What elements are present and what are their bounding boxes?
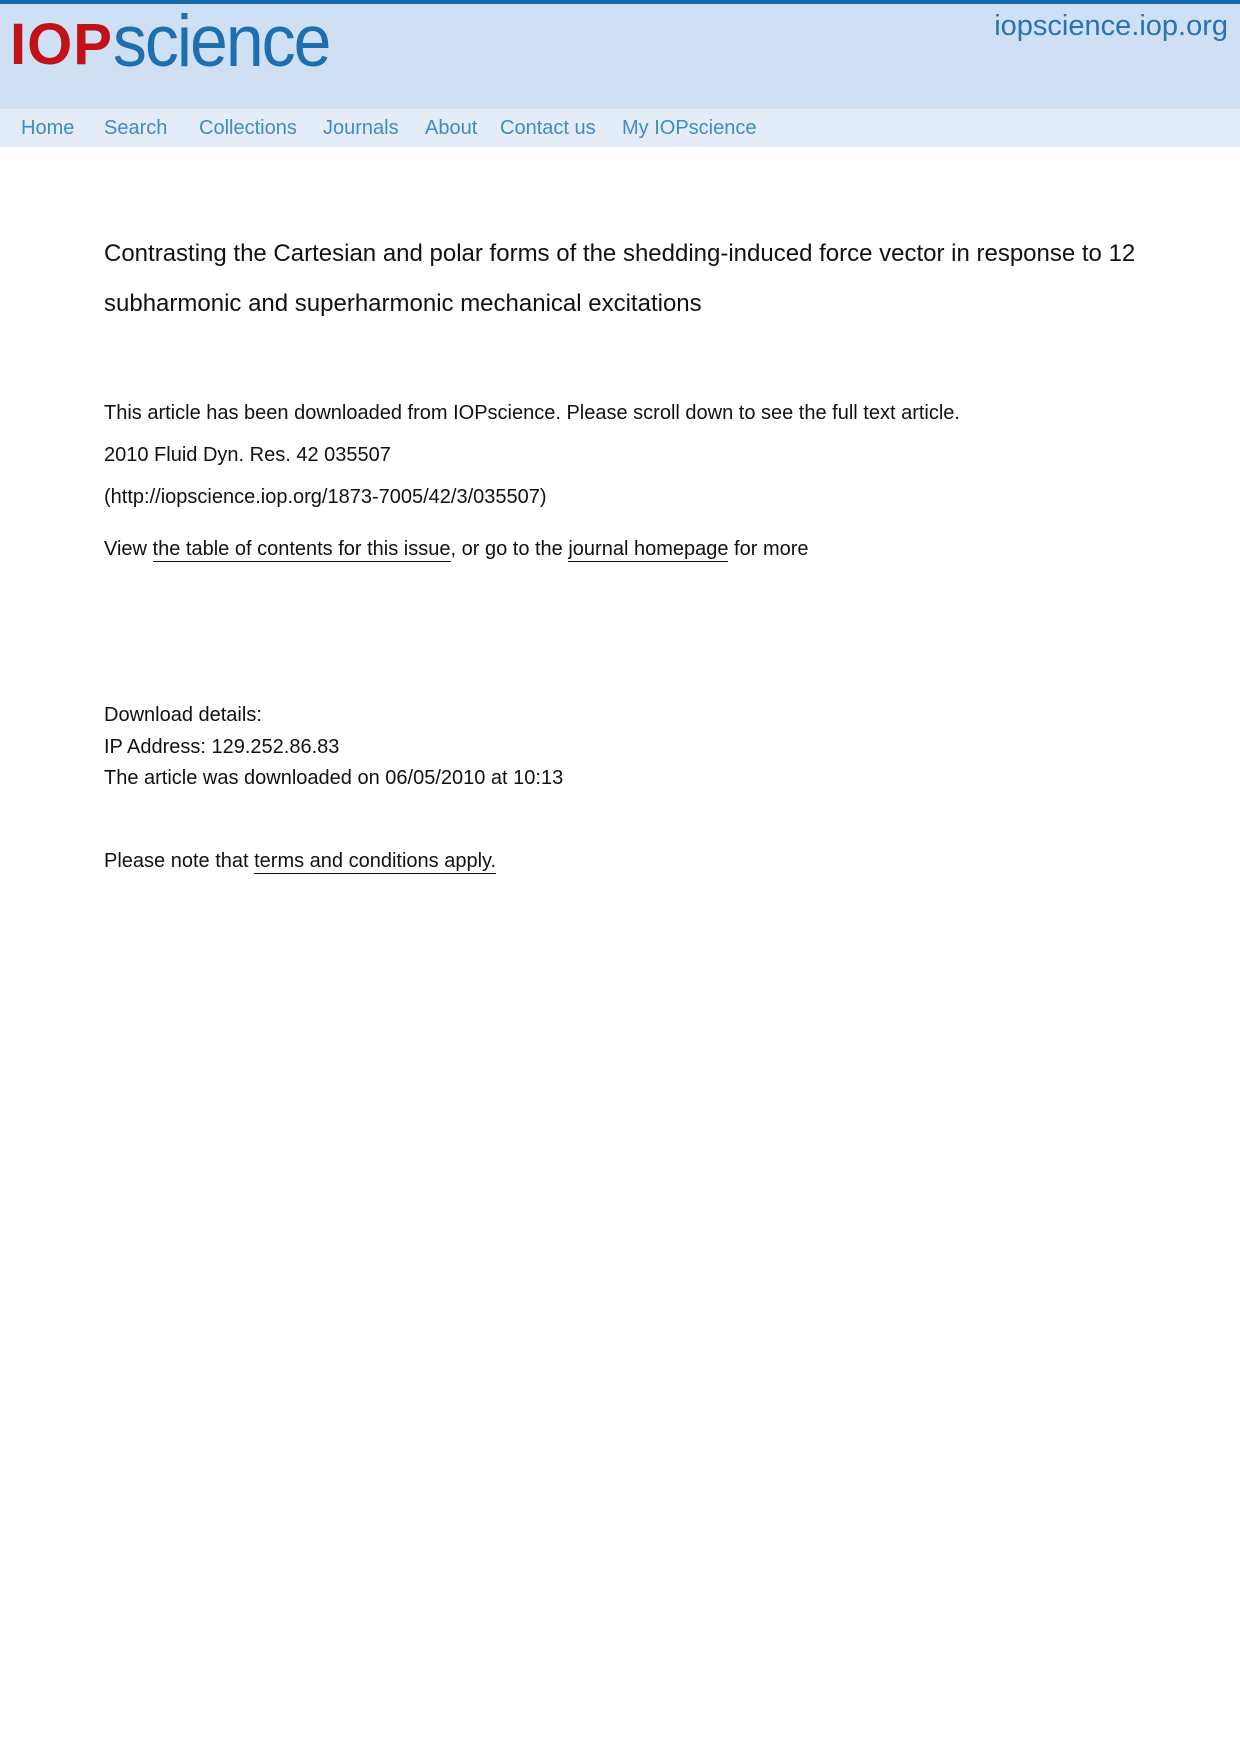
nav-search[interactable]: Search [104,117,168,139]
nav-journals[interactable]: Journals [323,117,399,139]
site-header [0,0,1240,109]
journal-homepage-link[interactable]: journal homepage [568,538,729,560]
table-of-contents-link[interactable]: the table of contents for this issue [152,538,451,560]
view-prefix: View [104,538,153,560]
nav-bar [0,109,1240,147]
terms-and-conditions-link[interactable]: terms and conditions apply. [254,850,497,872]
article-url[interactable]: (http://iopscience.iop.org/1873-7005/42/3/035507) [104,486,547,508]
logo-science-text: science [112,0,330,83]
nav-my-iopscience[interactable]: My IOPscience [622,117,757,139]
site-url[interactable]: iopscience.iop.org [994,10,1228,42]
iopscience-logo[interactable] [10,0,330,83]
article-title: Contrasting the Cartesian and polar forms of the shedding-induced force vector in response to 12 subharmonic and superharmonic mechanical excitations [104,240,1136,317]
view-suffix: for more [728,538,809,560]
view-links-line [104,535,809,563]
logo-iop-text: IOP [10,12,113,77]
download-notice: This article has been downloaded from IOPscience. Please scroll down to see the full text article. [104,402,960,424]
download-date: The article was downloaded on 06/05/2010 at 10:13 [104,767,564,789]
nav-contact-us[interactable]: Contact us [500,117,596,139]
article-citation: 2010 Fluid Dyn. Res. 42 035507 [104,444,391,466]
nav-home[interactable]: Home [21,117,75,139]
nav-about[interactable]: About [425,117,478,139]
ip-address: IP Address: 129.252.86.83 [104,736,340,758]
view-middle: , or go to the [450,538,569,560]
download-details-heading: Download details: [104,704,262,726]
terms-line [104,847,496,875]
terms-prefix: Please note that [104,850,255,872]
nav-collections[interactable]: Collections [199,117,297,139]
